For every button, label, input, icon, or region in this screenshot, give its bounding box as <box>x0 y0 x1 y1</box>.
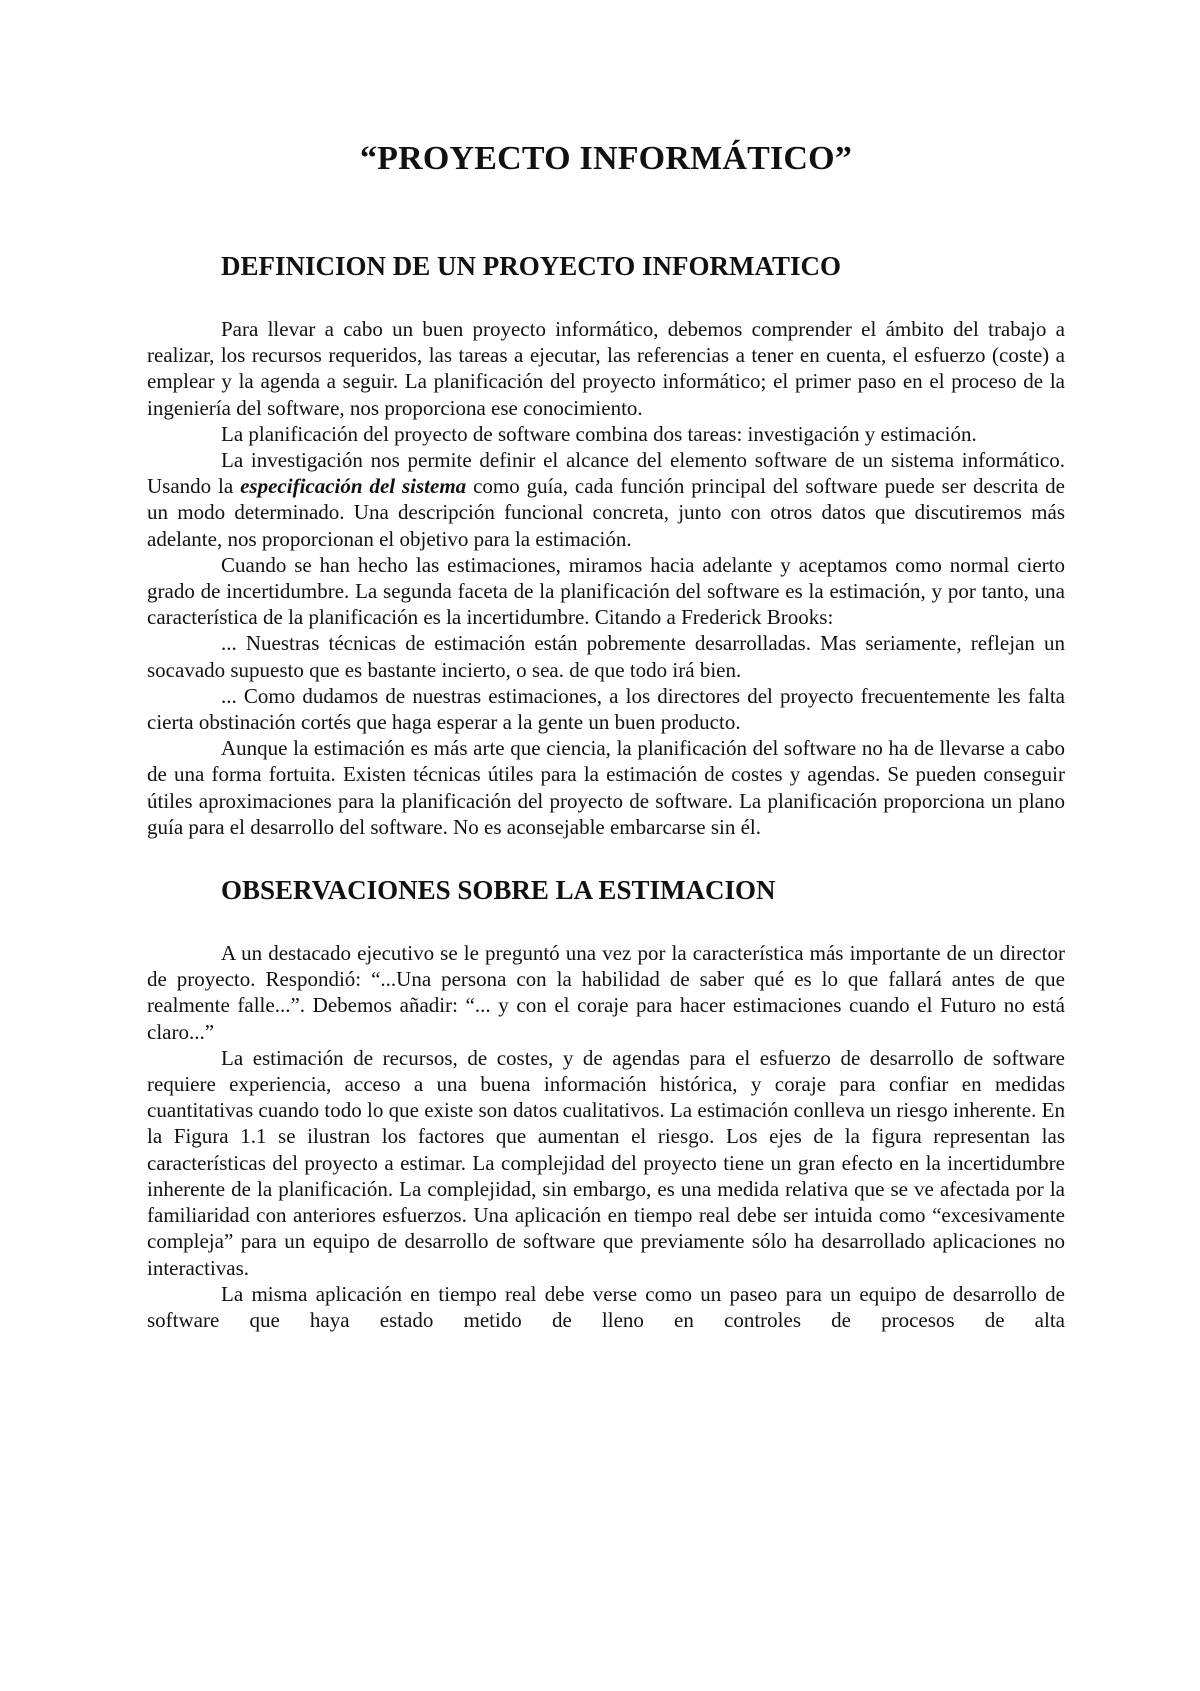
paragraph-with-emphasis <box>147 447 1065 552</box>
emphasis-term: especificación del sistema <box>240 474 467 499</box>
paragraph: La misma aplicación en tiempo real debe verse como un paseo para un equipo de desarrollo de software que haya estado metido de lleno en controles de procesos de alta <box>147 1281 1065 1332</box>
document-title: “PROYECTO INFORMÁTICO” <box>359 140 853 177</box>
section-observaciones <box>147 875 1065 1333</box>
paragraph: La estimación de recursos, de costes, y de agendas para el esfuerzo de desarrollo de software requiere experiencia, acceso a una buena información histórica, y coraje para confiar en medidas cuantitativas cuando todo lo que existe son datos cualitativos. La estimación conlleva un riesgo inherente. En la Figura 1.1 se ilustran los factores que aumentan el riesgo. Los ejes de la figura representan las características del proyecto a estimar. La complejidad del proyecto tiene un gran efecto en la incertidumbre inherente de la planificación. La complejidad, sin embargo, es una medida relativa que se ve afectada por la familiaridad con anteriores esfuerzos. Una aplicación en tiempo real debe ser intuida como “excesivamente compleja” para un equipo de desarrollo de software que previamente sólo ha desarrollado aplicaciones no interactivas. <box>147 1045 1065 1280</box>
quote-paragraph: ... Como dudamos de nuestras estimaciones, a los directores del proyecto frecuentemente les falta cierta obstinación cortés que haga esperar a la gente un buen producto. <box>147 683 1065 735</box>
quote-paragraph: ... Nuestras técnicas de estimación están pobremente desarrolladas. Mas seriamente, reflejan un socavado supuesto que es bastante incierto, o sea. de que todo irá bien. <box>147 631 1065 682</box>
paragraph: Cuando se han hecho las estimaciones, miramos hacia adelante y aceptamos como normal cierto grado de incertidumbre. La segunda faceta de la planificación del software es la estimación, y por tanto, una característica de la planificación es la incertidumbre. Citando a Frederick Brooks: <box>147 552 1065 630</box>
section-definicion <box>147 251 1065 840</box>
paragraph-text: como guía, cada función principal del software puede ser descrita de un modo determinado. Una descripción funcional concreta, junto con otros datos que discutiremos más adelante, nos proporcionan el objetivo para la estimación. <box>147 474 1065 551</box>
paragraph-text: La investigación nos permite definir el alcance del elemento software de un sistema informático. Usando la <box>147 448 1065 499</box>
section-heading: OBSERVACIONES SOBRE LA ESTIMACION <box>221 875 776 906</box>
paragraph: La planificación del proyecto de software combina dos tareas: investigación y estimación. <box>221 421 977 446</box>
paragraph: Para llevar a cabo un buen proyecto informático, debemos comprender el ámbito del trabajo a realizar, los recursos requeridos, las tareas a ejecutar, las referencias a tener en cuenta, el esfuerzo (coste) a emplear y la agenda a seguir. La planificación del proyecto informático; el primer paso en el proceso de la ingeniería del software, nos proporciona ese conocimiento. <box>147 317 1065 420</box>
section-heading: DEFINICION DE UN PROYECTO INFORMATICO <box>221 251 842 281</box>
paragraph: Aunque la estimación es más arte que ciencia, la planificación del software no ha de llevarse a cabo de una forma fortuita. Existen técnicas útiles para la estimación de costes y agendas. Se pueden conseguir útiles aproximaciones para la planificación del proyecto de software. La planificación proporciona un plano guía para el desarrollo del software. No es aconsejable embarcarse sin él. <box>147 736 1065 839</box>
paragraph: A un destacado ejecutivo se le preguntó una vez por la característica más importante de un director de proyecto. Respondió: “...Una persona con la habilidad de saber qué es lo que fallará antes de que realmente falle...”. Debemos añadir: “... y con el coraje para hacer estimaciones cuando el Futuro no está claro...” <box>147 941 1065 1044</box>
